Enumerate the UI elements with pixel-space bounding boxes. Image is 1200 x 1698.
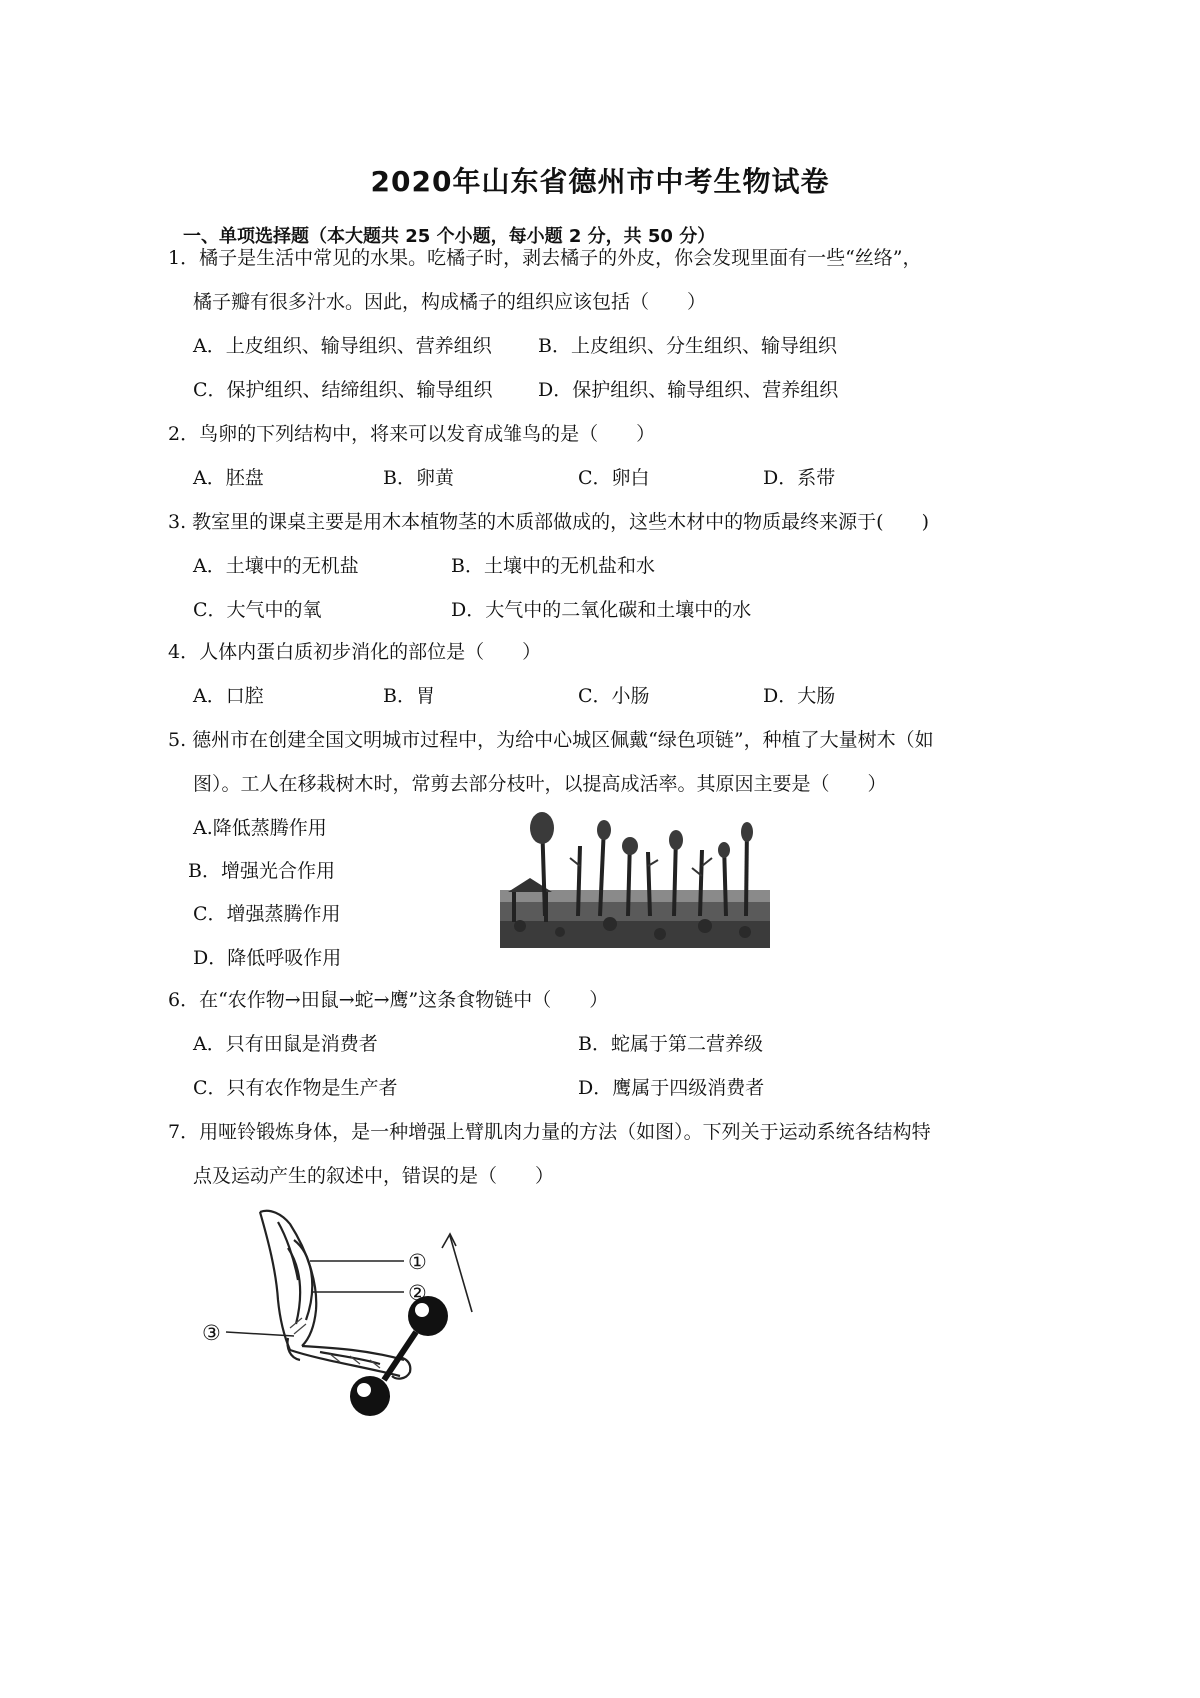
question-7-line-1: 7．用哑铃锻炼身体，是一种增强上臂肌肉力量的方法（如图）。下列关于运动系统各结构特 <box>168 1121 931 1143</box>
question-5-option-b: B．增强光合作用 <box>188 860 335 882</box>
question-4-option-b: B．胃 <box>383 685 435 707</box>
trees-figure <box>500 806 770 948</box>
question-4-option-d: D．大肠 <box>763 685 836 707</box>
question-6-option-c: C．只有农作物是生产者 <box>193 1077 398 1099</box>
question-2-option-b: B．卵黄 <box>383 467 454 489</box>
question-5-option-a: A.降低蒸腾作用 <box>193 817 327 839</box>
arm-dumbbell-figure <box>190 1200 500 1420</box>
question-1-line-2: 橘子瓣有很多汁水。因此，构成橘子的组织应该包括（ ） <box>193 291 707 313</box>
question-4-option-a: A．口腔 <box>193 685 264 707</box>
page-title: 2020年山东省德州市中考生物试卷 <box>370 165 830 198</box>
question-1-option-c: C．保护组织、结缔组织、输导组织 <box>193 379 493 401</box>
question-6-line-1: 6．在“农作物→田鼠→蛇→鹰”这条食物链中（ ） <box>168 989 609 1011</box>
question-1-option-b: B．上皮组织、分生组织、输导组织 <box>538 335 837 357</box>
figure-label-2: ② <box>408 1281 427 1305</box>
question-2-option-d: D．系带 <box>763 467 836 489</box>
question-5-option-c: C．增强蒸腾作用 <box>193 903 341 925</box>
question-3-option-c: C．大气中的氧 <box>193 599 322 621</box>
question-3-option-d: D．大气中的二氧化碳和土壤中的水 <box>451 599 752 621</box>
question-6-option-a: A．只有田鼠是消费者 <box>193 1033 378 1055</box>
question-3-line-1: 3. 教室里的课桌主要是用木本植物茎的木质部做成的，这些木材中的物质最终来源于( ) <box>168 511 929 533</box>
question-2-option-a: A．胚盘 <box>193 467 264 489</box>
question-5-option-d: D．降低呼吸作用 <box>193 947 342 969</box>
section-heading: 一、单项选择题（本大题共 25 个小题，每小题 2 分，共 50 分） <box>183 226 716 247</box>
question-3-option-b: B．土壤中的无机盐和水 <box>451 555 655 577</box>
figure-label-3: ③ <box>202 1321 221 1345</box>
question-1-option-d: D．保护组织、输导组织、营养组织 <box>538 379 839 401</box>
question-6-option-b: B．蛇属于第二营养级 <box>578 1033 763 1055</box>
question-3-option-a: A．土壤中的无机盐 <box>193 555 359 577</box>
question-5-line-1: 5. 德州市在创建全国文明城市过程中，为给中心城区佩戴“绿色项链”，种植了大量树木（如 <box>168 729 934 751</box>
question-1-option-a: A．上皮组织、输导组织、营养组织 <box>193 335 492 357</box>
question-7-line-2: 点及运动产生的叙述中，错误的是（ ） <box>193 1165 555 1187</box>
figure-label-1: ① <box>408 1250 427 1274</box>
question-6-option-d: D．鹰属于四级消费者 <box>578 1077 765 1099</box>
question-4-line-1: 4．人体内蛋白质初步消化的部位是（ ） <box>168 641 542 663</box>
question-2-line-1: 2．鸟卵的下列结构中，将来可以发育成雏鸟的是（ ） <box>168 423 656 445</box>
question-1-line-1: 1．橘子是生活中常见的水果。吃橘子时，剥去橘子的外皮，你会发现里面有一些“丝络”， <box>168 247 922 269</box>
question-5-line-2: 图）。工人在移栽树木时，常剪去部分枝叶，以提高成活率。其原因主要是（ ） <box>193 773 887 795</box>
question-4-option-c: C．小肠 <box>578 685 650 707</box>
question-2-option-c: C．卵白 <box>578 467 650 489</box>
